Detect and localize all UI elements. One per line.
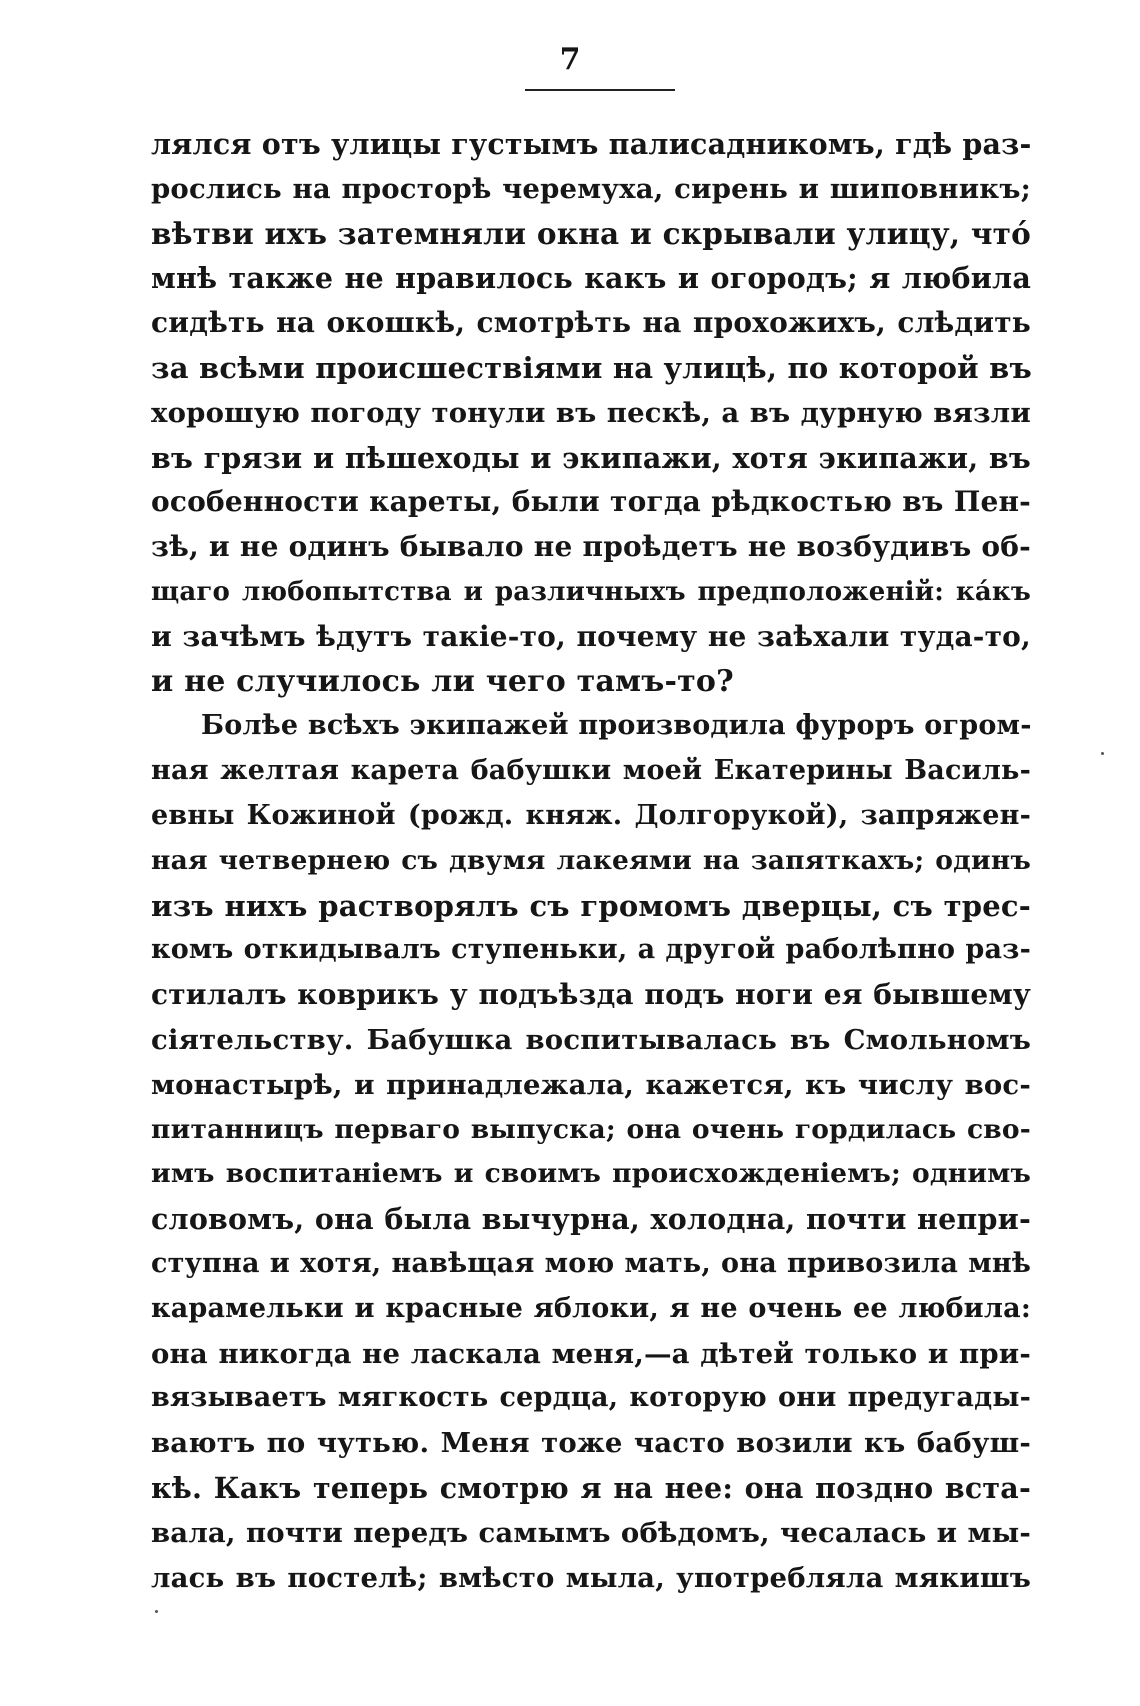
text-line: монастырѣ, и принадлежала, кажется, къ числу вос- [151, 1068, 1031, 1101]
text-line: имъ воспитаніемъ и своимъ происхожденіемъ; однимъ [151, 1158, 1031, 1190]
text-line: вала, почти передъ самымъ обѣдомъ, чесалась и мы- [151, 1516, 1031, 1549]
text-line: евны Кожиной (рожд. княж. Долгорукой), запряжен- [151, 799, 1031, 831]
text-line: рослись на просторѣ черемуха, сирень и шиповникъ; [151, 172, 1031, 205]
text-line: сидѣть на окошкѣ, смотрѣть на прохожихъ, слѣдить [151, 306, 1031, 340]
text-line: мнѣ также не нравилось какъ и огородъ; я любила [151, 261, 1031, 296]
text-line: словомъ, она была вычурна, холодна, почти непри- [151, 1202, 1031, 1237]
text-line: сіятельству. Бабушка воспитывалась въ Смольномъ [151, 1023, 1031, 1056]
text-line: особенности кареты, были тогда рѣдкостью въ Пен- [151, 485, 1031, 519]
scan-speck [1101, 752, 1104, 755]
scan-speck [155, 1610, 158, 1613]
text-line: лялся отъ улицы густымъ палисадникомъ, гдѣ раз- [151, 127, 1032, 161]
text-line: стилалъ коврикъ у подъѣзда подъ ноги ея бывшему [151, 978, 1031, 1012]
text-line: вѣтви ихъ затемняли окна и скрывали улицу, чтó [151, 215, 1031, 251]
text-line: хорошую погоду тонули въ пескѣ, а въ дурную вязли [151, 396, 1031, 429]
text-line: ваютъ по чутью. Меня тоже часто возили къ бабуш- [151, 1427, 1031, 1460]
text-line: комъ откидывалъ ступеньки, а другой раболѣпно раз- [151, 934, 1031, 966]
text-line: и не случилось ли чего тамъ-то? [151, 663, 734, 699]
text-line: и зачѣмъ ѣдутъ такіе-то, почему не заѣхали туда-то, [151, 619, 1031, 653]
text-line: Болѣе всѣхъ экипажей производила фуроръ огром- [201, 710, 1032, 742]
text-line: въ грязи и пѣшеходы и экипажи, хотя экипажи, въ [151, 440, 1031, 475]
text-line: изъ нихъ растворялъ съ громомъ дверцы, съ трес- [151, 888, 1031, 923]
text-line: она никогда не ласкала меня,—а дѣтей только и при- [151, 1337, 1031, 1370]
page-number-rule [525, 89, 675, 91]
text-line: ступна и хотя, навѣщая мою мать, она привозила мнѣ [151, 1247, 1031, 1279]
text-line: лась въ постелѣ; вмѣсто мыла, употребляла мякишъ [151, 1561, 1031, 1594]
text-line: вязываетъ мягкость сердца, которую они предугады- [151, 1382, 1031, 1414]
body-text [151, 122, 1031, 1600]
paragraph [151, 122, 1031, 704]
text-line: ная четвернею съ двумя лакеями на запяткахъ; одинъ [151, 844, 1031, 876]
text-line: кѣ. Какъ теперь смотрю я на нее: она поздно вста- [151, 1470, 1031, 1505]
paragraph [151, 704, 1031, 1600]
text-line: за всѣми происшествіями на улицѣ, по которой въ [151, 350, 1032, 385]
text-line: карамельки и красные яблоки, я не очень ее любила: [151, 1292, 1031, 1324]
page-number: 7 [559, 42, 581, 77]
text-line: ная желтая карета бабушки моей Екатерины Василь- [151, 755, 1031, 787]
text-line: зѣ, и не одинъ бывало не проѣдетъ не возбудивъ об- [151, 530, 1031, 564]
text-line: питанницъ перваго выпуска; она очень гордилась сво- [151, 1113, 1031, 1145]
text-line: щаго любопытства и различныхъ предположеній: кáкъ [151, 576, 1031, 607]
